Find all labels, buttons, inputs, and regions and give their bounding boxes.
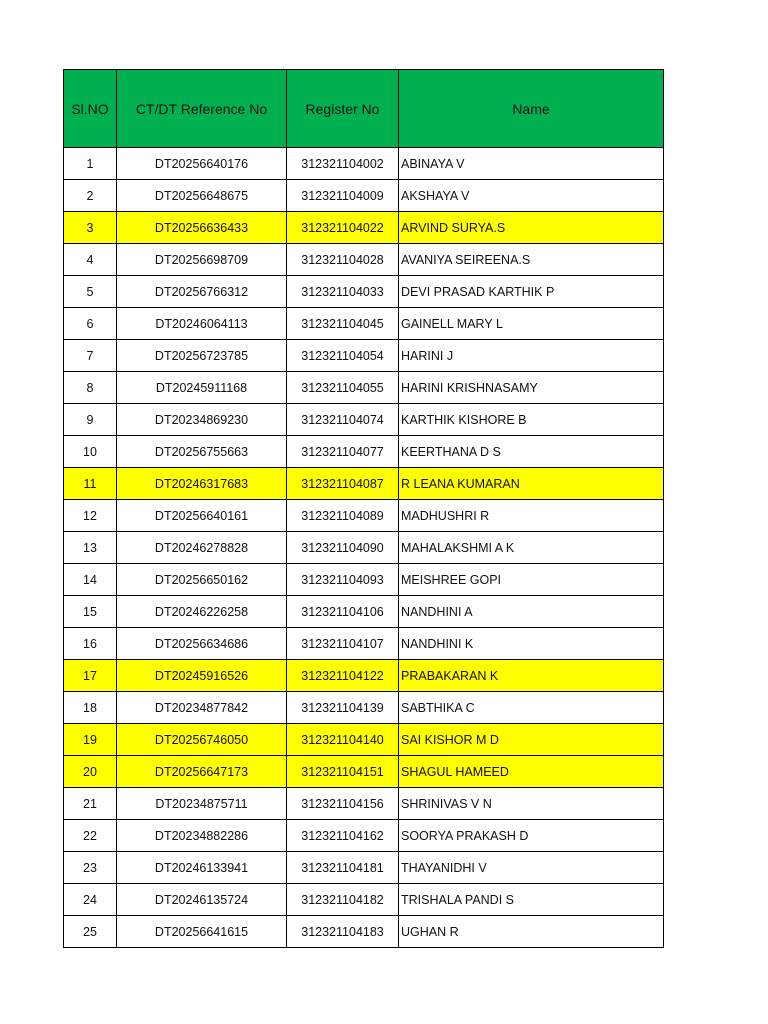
cell-sl-no: 24 bbox=[64, 884, 117, 916]
cell-register-no: 312321104090 bbox=[287, 532, 399, 564]
table-row bbox=[64, 212, 664, 244]
cell-name: SAI KISHOR M D bbox=[399, 724, 664, 756]
cell-reference-no: DT20246278828 bbox=[117, 532, 287, 564]
cell-sl-no: 21 bbox=[64, 788, 117, 820]
cell-sl-no: 13 bbox=[64, 532, 117, 564]
cell-sl-no: 11 bbox=[64, 468, 117, 500]
cell-name: ARVIND SURYA.S bbox=[399, 212, 664, 244]
cell-name: SHRINIVAS V N bbox=[399, 788, 664, 820]
cell-sl-no: 23 bbox=[64, 852, 117, 884]
table-body bbox=[64, 148, 664, 948]
cell-sl-no: 18 bbox=[64, 692, 117, 724]
cell-sl-no: 7 bbox=[64, 340, 117, 372]
cell-sl-no: 20 bbox=[64, 756, 117, 788]
cell-name: DEVI PRASAD KARTHIK P bbox=[399, 276, 664, 308]
table-row bbox=[64, 468, 664, 500]
cell-register-no: 312321104093 bbox=[287, 564, 399, 596]
cell-register-no: 312321104139 bbox=[287, 692, 399, 724]
cell-register-no: 312321104002 bbox=[287, 148, 399, 180]
cell-sl-no: 2 bbox=[64, 180, 117, 212]
cell-name: SOORYA PRAKASH D bbox=[399, 820, 664, 852]
table-row bbox=[64, 276, 664, 308]
cell-name: MAHALAKSHMI A K bbox=[399, 532, 664, 564]
cell-reference-no: DT20256648675 bbox=[117, 180, 287, 212]
cell-register-no: 312321104087 bbox=[287, 468, 399, 500]
cell-sl-no: 14 bbox=[64, 564, 117, 596]
table-row bbox=[64, 884, 664, 916]
cell-name: NANDHINI K bbox=[399, 628, 664, 660]
cell-name: HARINI J bbox=[399, 340, 664, 372]
cell-register-no: 312321104156 bbox=[287, 788, 399, 820]
cell-reference-no: DT20256650162 bbox=[117, 564, 287, 596]
cell-name: TRISHALA PANDI S bbox=[399, 884, 664, 916]
table-row bbox=[64, 308, 664, 340]
cell-name: MEISHREE GOPI bbox=[399, 564, 664, 596]
header-name: Name bbox=[399, 70, 664, 148]
cell-sl-no: 15 bbox=[64, 596, 117, 628]
cell-reference-no: DT20256766312 bbox=[117, 276, 287, 308]
cell-register-no: 312321104183 bbox=[287, 916, 399, 948]
table-row bbox=[64, 692, 664, 724]
table-row bbox=[64, 500, 664, 532]
cell-reference-no: DT20245916526 bbox=[117, 660, 287, 692]
table-row bbox=[64, 916, 664, 948]
cell-reference-no: DT20256641615 bbox=[117, 916, 287, 948]
table-row bbox=[64, 756, 664, 788]
cell-register-no: 312321104054 bbox=[287, 340, 399, 372]
table-row bbox=[64, 724, 664, 756]
cell-reference-no: DT20234875711 bbox=[117, 788, 287, 820]
cell-reference-no: DT20256746050 bbox=[117, 724, 287, 756]
cell-reference-no: DT20256640176 bbox=[117, 148, 287, 180]
table-row bbox=[64, 148, 664, 180]
table-row bbox=[64, 628, 664, 660]
table-row bbox=[64, 244, 664, 276]
table-row bbox=[64, 852, 664, 884]
cell-reference-no: DT20245911168 bbox=[117, 372, 287, 404]
cell-register-no: 312321104140 bbox=[287, 724, 399, 756]
cell-reference-no: DT20246226258 bbox=[117, 596, 287, 628]
cell-reference-no: DT20234882286 bbox=[117, 820, 287, 852]
cell-sl-no: 25 bbox=[64, 916, 117, 948]
header-sl-no: Sl.NO bbox=[64, 70, 117, 148]
cell-name: R LEANA KUMARAN bbox=[399, 468, 664, 500]
header-register-no: Register No bbox=[287, 70, 399, 148]
table-row bbox=[64, 372, 664, 404]
cell-register-no: 312321104181 bbox=[287, 852, 399, 884]
cell-name: UGHAN R bbox=[399, 916, 664, 948]
table-row bbox=[64, 788, 664, 820]
cell-sl-no: 16 bbox=[64, 628, 117, 660]
cell-name: PRABAKARAN K bbox=[399, 660, 664, 692]
cell-name: AKSHAYA V bbox=[399, 180, 664, 212]
cell-sl-no: 22 bbox=[64, 820, 117, 852]
cell-sl-no: 9 bbox=[64, 404, 117, 436]
header-reference-no: CT/DT Reference No bbox=[117, 70, 287, 148]
cell-reference-no: DT20256647173 bbox=[117, 756, 287, 788]
cell-name: NANDHINI A bbox=[399, 596, 664, 628]
cell-reference-no: DT20256634686 bbox=[117, 628, 287, 660]
cell-sl-no: 8 bbox=[64, 372, 117, 404]
cell-sl-no: 3 bbox=[64, 212, 117, 244]
table-row bbox=[64, 596, 664, 628]
cell-register-no: 312321104089 bbox=[287, 500, 399, 532]
table-row bbox=[64, 340, 664, 372]
cell-reference-no: DT20246135724 bbox=[117, 884, 287, 916]
cell-register-no: 312321104182 bbox=[287, 884, 399, 916]
cell-name: KARTHIK KISHORE B bbox=[399, 404, 664, 436]
cell-name: SABTHIKA C bbox=[399, 692, 664, 724]
cell-register-no: 312321104106 bbox=[287, 596, 399, 628]
table-row bbox=[64, 404, 664, 436]
table-row bbox=[64, 564, 664, 596]
cell-name: ABINAYA V bbox=[399, 148, 664, 180]
student-table bbox=[63, 69, 664, 948]
table-row bbox=[64, 436, 664, 468]
cell-reference-no: DT20246064113 bbox=[117, 308, 287, 340]
cell-register-no: 312321104151 bbox=[287, 756, 399, 788]
table-header-row bbox=[64, 70, 664, 148]
table-row bbox=[64, 180, 664, 212]
cell-sl-no: 1 bbox=[64, 148, 117, 180]
cell-sl-no: 6 bbox=[64, 308, 117, 340]
cell-register-no: 312321104045 bbox=[287, 308, 399, 340]
table-row bbox=[64, 820, 664, 852]
cell-name: SHAGUL HAMEED bbox=[399, 756, 664, 788]
table-row bbox=[64, 532, 664, 564]
cell-name: HARINI KRISHNASAMY bbox=[399, 372, 664, 404]
cell-register-no: 312321104122 bbox=[287, 660, 399, 692]
cell-name: THAYANIDHI V bbox=[399, 852, 664, 884]
cell-name: AVANIYA SEIREENA.S bbox=[399, 244, 664, 276]
cell-register-no: 312321104074 bbox=[287, 404, 399, 436]
cell-register-no: 312321104009 bbox=[287, 180, 399, 212]
cell-reference-no: DT20246133941 bbox=[117, 852, 287, 884]
cell-reference-no: DT20256755663 bbox=[117, 436, 287, 468]
cell-register-no: 312321104077 bbox=[287, 436, 399, 468]
cell-register-no: 312321104028 bbox=[287, 244, 399, 276]
cell-reference-no: DT20256636433 bbox=[117, 212, 287, 244]
cell-reference-no: DT20256640161 bbox=[117, 500, 287, 532]
cell-sl-no: 5 bbox=[64, 276, 117, 308]
cell-sl-no: 4 bbox=[64, 244, 117, 276]
cell-reference-no: DT20246317683 bbox=[117, 468, 287, 500]
cell-sl-no: 19 bbox=[64, 724, 117, 756]
cell-register-no: 312321104162 bbox=[287, 820, 399, 852]
cell-reference-no: DT20234877842 bbox=[117, 692, 287, 724]
cell-sl-no: 17 bbox=[64, 660, 117, 692]
cell-register-no: 312321104022 bbox=[287, 212, 399, 244]
cell-reference-no: DT20256698709 bbox=[117, 244, 287, 276]
cell-reference-no: DT20256723785 bbox=[117, 340, 287, 372]
cell-sl-no: 12 bbox=[64, 500, 117, 532]
cell-register-no: 312321104033 bbox=[287, 276, 399, 308]
cell-name: KEERTHANA D S bbox=[399, 436, 664, 468]
cell-sl-no: 10 bbox=[64, 436, 117, 468]
cell-register-no: 312321104107 bbox=[287, 628, 399, 660]
cell-name: MADHUSHRI R bbox=[399, 500, 664, 532]
cell-name: GAINELL MARY L bbox=[399, 308, 664, 340]
table-row bbox=[64, 660, 664, 692]
cell-register-no: 312321104055 bbox=[287, 372, 399, 404]
cell-reference-no: DT20234869230 bbox=[117, 404, 287, 436]
